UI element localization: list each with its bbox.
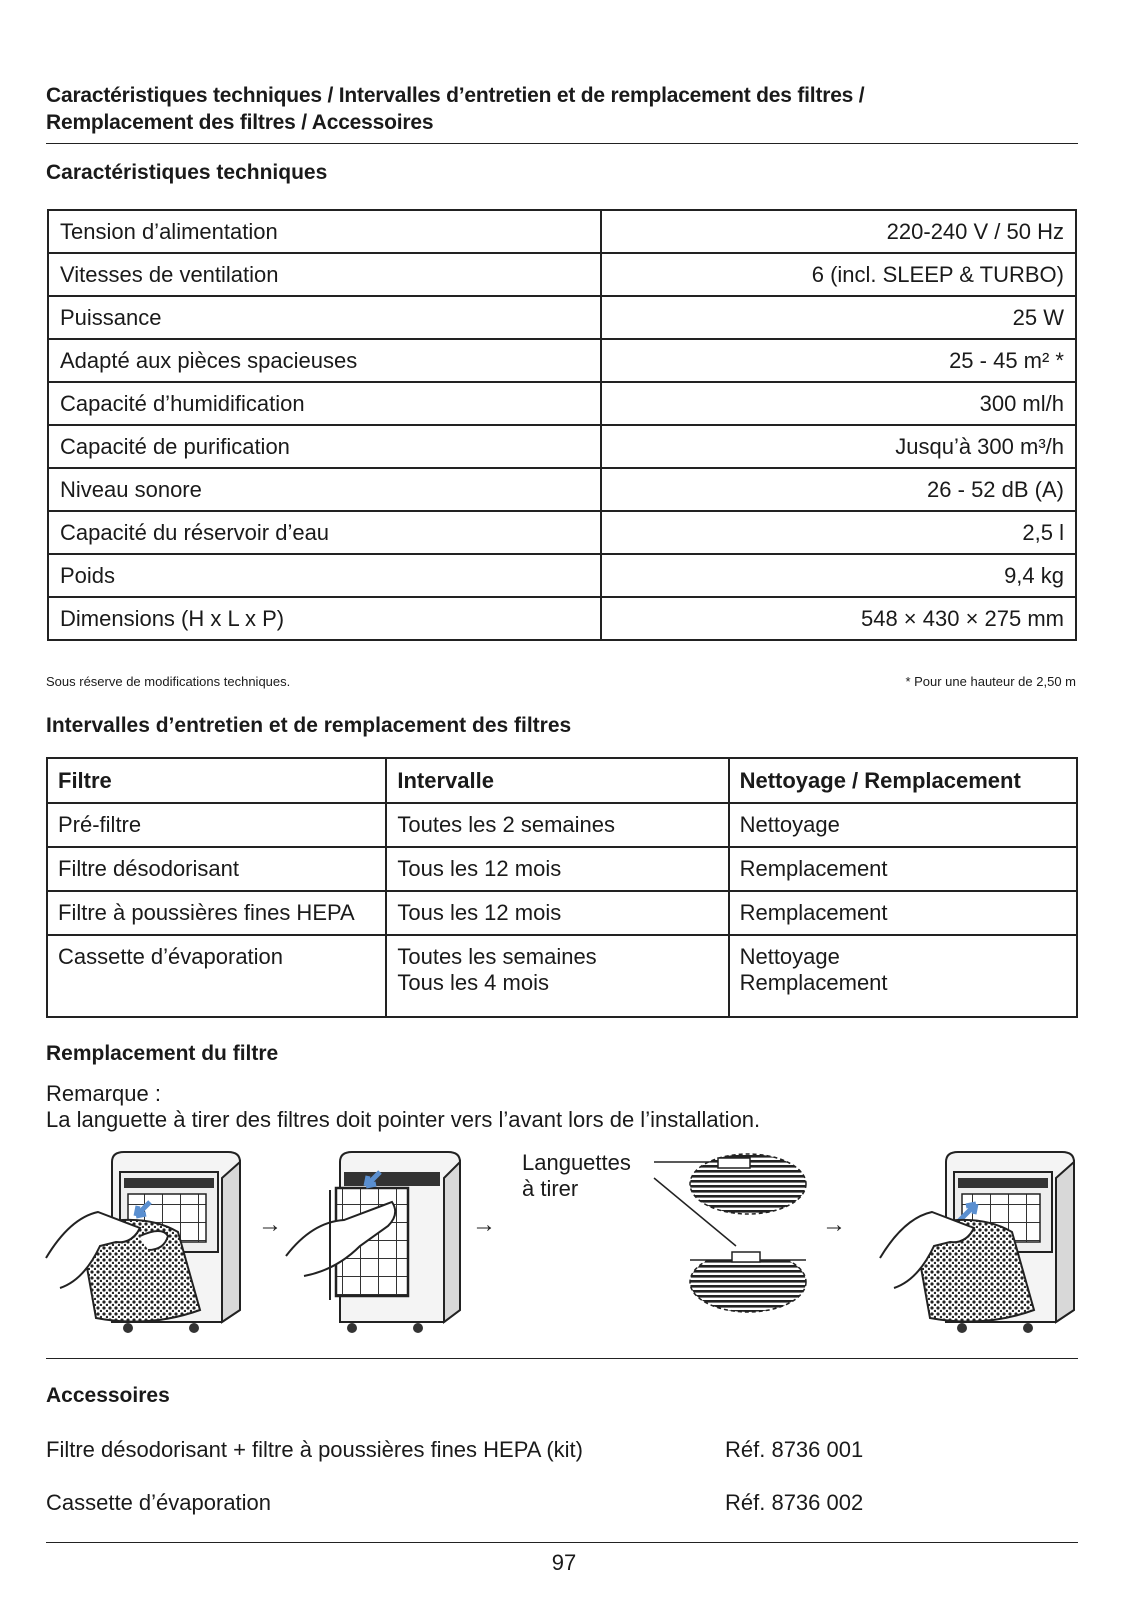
spec-value: 25 - 45 m² *	[601, 339, 1076, 382]
intervals-table	[46, 757, 1078, 1018]
filter-interval: Toutes les 2 semaines	[386, 803, 728, 847]
filter-interval: Tous les 12 mois	[386, 847, 728, 891]
table-row	[48, 597, 1076, 640]
spec-label: Poids	[48, 554, 601, 597]
spec-label: Capacité d’humidification	[48, 382, 601, 425]
filter-name: Filtre à poussières fines HEPA	[47, 891, 386, 935]
specs-table	[47, 209, 1077, 641]
step-arrow: →	[472, 1211, 496, 1238]
table-row	[47, 935, 1077, 1017]
accessory-ref: Réf. 8736 001	[725, 1437, 864, 1462]
footer-divider	[46, 1542, 1078, 1543]
accessory-ref: Réf. 8736 002	[725, 1490, 864, 1515]
spec-label: Capacité du réservoir d’eau	[48, 511, 601, 554]
spec-label: Puissance	[48, 296, 601, 339]
spec-label: Capacité de purification	[48, 425, 601, 468]
purifier-unit-step-1	[46, 1152, 240, 1333]
accessory-name: Filtre désodorisant + filtre à poussières fines HEPA (kit)	[46, 1437, 583, 1462]
specs-heading: Caractéristiques techniques	[46, 161, 328, 184]
step-arrow: →	[258, 1211, 282, 1238]
filter-replacement-illustration	[0, 1150, 1128, 1350]
spec-label: Vitesses de ventilation	[48, 253, 601, 296]
table-row	[47, 891, 1077, 935]
filter-name: Pré-filtre	[47, 803, 386, 847]
specs-footnote-right: * Pour une hauteur de 2,50 m	[905, 674, 1076, 689]
remark-label: Remarque :	[46, 1081, 161, 1106]
spec-label: Adapté aux pièces spacieuses	[48, 339, 601, 382]
spec-value: 548 × 430 × 275 mm	[601, 597, 1076, 640]
filter-action: Remplacement	[729, 891, 1077, 935]
page-title-line-1: Caractéristiques techniques / Intervalles d’entretien et de remplacement des filtres /	[46, 84, 865, 107]
table-row	[48, 382, 1076, 425]
table-row	[48, 339, 1076, 382]
table-row	[47, 847, 1077, 891]
filter-interval: Tous les 12 mois	[386, 891, 728, 935]
spec-label: Dimensions (H x L x P)	[48, 597, 601, 640]
filter-action-secondary: Remplacement	[739, 970, 888, 995]
table-row	[48, 554, 1076, 597]
filter-name: Filtre désodorisant	[47, 847, 386, 891]
accessories-heading: Accessoires	[46, 1384, 170, 1407]
spec-value: 9,4 kg	[601, 554, 1076, 597]
header-divider	[46, 143, 1078, 144]
intervals-heading: Intervalles d’entretien et de remplacement des filtres	[46, 714, 572, 737]
spec-value: 26 - 52 dB (A)	[601, 468, 1076, 511]
spec-value: 2,5 l	[601, 511, 1076, 554]
filter-interval: Toutes les semaines	[397, 944, 597, 969]
purifier-unit-step-2	[286, 1152, 460, 1333]
filter-interval-secondary: Tous les 4 mois	[397, 970, 549, 995]
purifier-unit-step-3	[880, 1152, 1074, 1333]
table-row	[48, 511, 1076, 554]
table-header-row	[47, 758, 1077, 803]
filter-action-cell	[729, 935, 1077, 1017]
spec-label: Niveau sonore	[48, 468, 601, 511]
remark-text: La languette à tirer des filtres doit pointer vers l’avant lors de l’installation.	[46, 1107, 761, 1132]
callout-label-line-1: Languettes	[522, 1150, 631, 1175]
pull-tab-detail-bottom	[690, 1252, 806, 1312]
specs-footnote-left: Sous réserve de modifications techniques.	[46, 674, 291, 689]
pull-tab-detail-top	[690, 1154, 806, 1214]
filter-action: Nettoyage	[729, 803, 1077, 847]
replacement-heading: Remplacement du filtre	[46, 1042, 279, 1065]
column-header: Filtre	[47, 758, 386, 803]
page-number: 97	[551, 1550, 577, 1575]
spec-value: Jusqu’à 300 m³/h	[601, 425, 1076, 468]
step-arrow: →	[822, 1211, 846, 1238]
table-row	[48, 210, 1076, 253]
filter-action: Remplacement	[729, 847, 1077, 891]
table-row	[48, 468, 1076, 511]
column-header: Nettoyage / Remplacement	[729, 758, 1077, 803]
spec-label: Tension d’alimentation	[48, 210, 601, 253]
table-row	[48, 296, 1076, 339]
spec-value: 6 (incl. SLEEP & TURBO)	[601, 253, 1076, 296]
spec-value: 25 W	[601, 296, 1076, 339]
page-title-line-2: Remplacement des filtres / Accessoires	[46, 111, 434, 134]
table-row	[48, 425, 1076, 468]
spec-value: 300 ml/h	[601, 382, 1076, 425]
spec-value: 220-240 V / 50 Hz	[601, 210, 1076, 253]
filter-name: Cassette d’évaporation	[47, 935, 386, 1017]
callout-label-line-2: à tirer	[522, 1176, 579, 1201]
accessory-name: Cassette d’évaporation	[46, 1490, 272, 1515]
table-row	[48, 253, 1076, 296]
section-divider	[46, 1358, 1078, 1359]
filter-action: Nettoyage	[739, 944, 840, 969]
column-header: Intervalle	[386, 758, 728, 803]
table-row	[47, 803, 1077, 847]
filter-interval-cell	[386, 935, 728, 1017]
